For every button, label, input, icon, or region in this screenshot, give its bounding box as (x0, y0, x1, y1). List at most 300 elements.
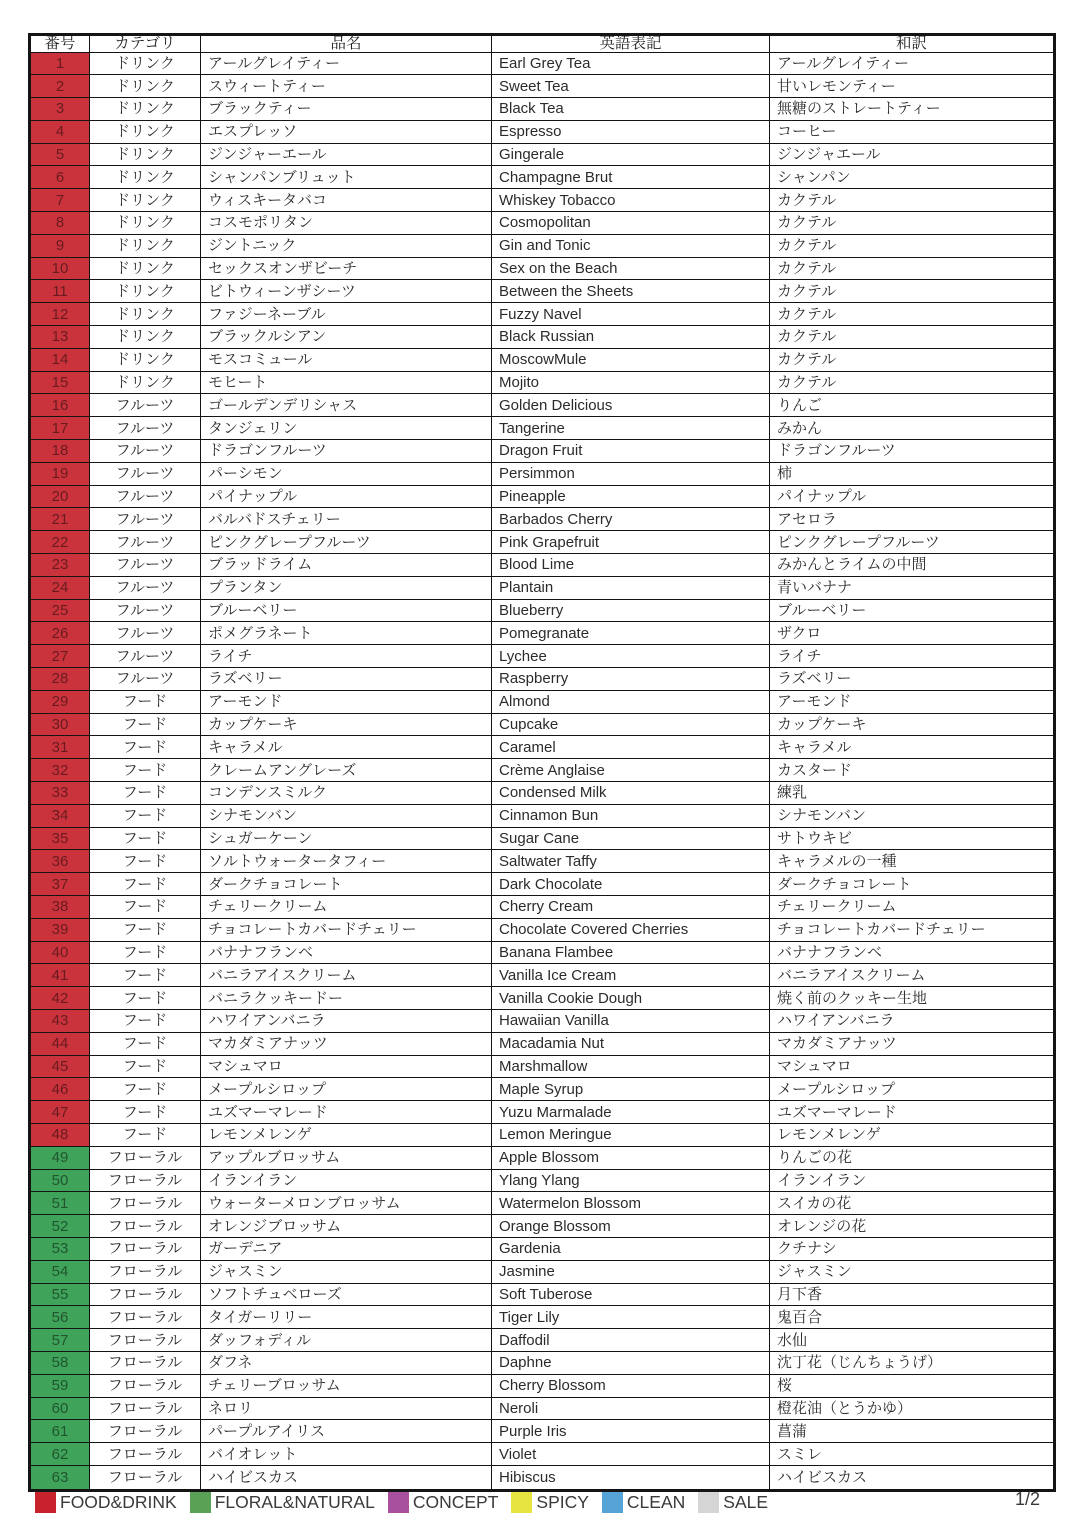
row-english-cell: Cosmopolitan (492, 212, 770, 235)
row-english-cell: Lemon Meringue (492, 1123, 770, 1146)
row-english-cell: Dark Chocolate (492, 873, 770, 896)
row-english-cell: Caramel (492, 736, 770, 759)
row-number-cell: 56 (30, 1306, 90, 1329)
legend-label: CLEAN (626, 1491, 686, 1512)
row-english-cell: Watermelon Blossom (492, 1192, 770, 1215)
table-row (30, 75, 1055, 98)
table-row (30, 143, 1055, 166)
row-translation-cell: カクテル (770, 257, 1055, 280)
row-english-cell: Blood Lime (492, 554, 770, 577)
flavor-table (28, 33, 1056, 1492)
table-row (30, 554, 1055, 577)
row-category-cell: ドリンク (90, 166, 201, 189)
table-row (30, 417, 1055, 440)
row-category-cell: フルーツ (90, 440, 201, 463)
legend-item (35, 1492, 177, 1513)
row-number-cell: 19 (30, 462, 90, 485)
row-category-cell: フルーツ (90, 622, 201, 645)
row-name-cell: ソフトチュベローズ (201, 1283, 492, 1306)
row-translation-cell: カクテル (770, 371, 1055, 394)
row-name-cell: クレームアングレーズ (201, 759, 492, 782)
row-number-cell: 6 (30, 166, 90, 189)
table-row (30, 394, 1055, 417)
row-name-cell: アーモンド (201, 690, 492, 713)
row-translation-cell: ブルーベリー (770, 599, 1055, 622)
row-number-cell: 40 (30, 941, 90, 964)
row-number-cell: 15 (30, 371, 90, 394)
row-category-cell: フード (90, 987, 201, 1010)
row-name-cell: バイオレット (201, 1443, 492, 1466)
row-translation-cell: ラズベリー (770, 668, 1055, 691)
row-english-cell: Pomegranate (492, 622, 770, 645)
row-number-cell: 14 (30, 348, 90, 371)
row-category-cell: フード (90, 895, 201, 918)
row-category-cell: フード (90, 964, 201, 987)
row-translation-cell: みかんとライムの中間 (770, 554, 1055, 577)
row-category-cell: フード (90, 1009, 201, 1032)
table-row (30, 918, 1055, 941)
row-category-cell: ドリンク (90, 212, 201, 235)
row-translation-cell: ダークチョコレート (770, 873, 1055, 896)
row-number-cell: 46 (30, 1078, 90, 1101)
row-name-cell: ビトウィーンザシーツ (201, 280, 492, 303)
row-category-cell: フローラル (90, 1146, 201, 1169)
table-row (30, 508, 1055, 531)
row-translation-cell: 鬼百合 (770, 1306, 1055, 1329)
row-translation-cell: バナナフランベ (770, 941, 1055, 964)
row-english-cell: Violet (492, 1443, 770, 1466)
legend-label: FLORAL&NATURAL (214, 1491, 375, 1512)
row-translation-cell: 沈丁花（じんちょうげ） (770, 1351, 1055, 1374)
row-english-cell: Macadamia Nut (492, 1032, 770, 1055)
color-swatch-icon (511, 1492, 532, 1513)
row-translation-cell: キャラメルの一種 (770, 850, 1055, 873)
row-number-cell: 10 (30, 257, 90, 280)
legend-item (602, 1492, 685, 1513)
row-category-cell: フード (90, 713, 201, 736)
row-number-cell: 57 (30, 1329, 90, 1352)
table-row (30, 759, 1055, 782)
row-number-cell: 28 (30, 668, 90, 691)
row-category-cell: フローラル (90, 1169, 201, 1192)
table-row (30, 531, 1055, 554)
row-translation-cell: カスタード (770, 759, 1055, 782)
table-row (30, 645, 1055, 668)
row-translation-cell: ジャスミン (770, 1260, 1055, 1283)
table-row (30, 1351, 1055, 1374)
row-category-cell: フルーツ (90, 485, 201, 508)
row-category-cell: フルーツ (90, 668, 201, 691)
row-number-cell: 35 (30, 827, 90, 850)
row-translation-cell: アーモンド (770, 690, 1055, 713)
row-english-cell: Black Russian (492, 326, 770, 349)
row-translation-cell: カクテル (770, 280, 1055, 303)
table-row (30, 1237, 1055, 1260)
row-number-cell: 12 (30, 303, 90, 326)
row-name-cell: ジントニック (201, 234, 492, 257)
row-number-cell: 16 (30, 394, 90, 417)
row-english-cell: Hawaiian Vanilla (492, 1009, 770, 1032)
row-name-cell: ラズベリー (201, 668, 492, 691)
row-name-cell: ダフネ (201, 1351, 492, 1374)
row-english-cell: Plantain (492, 576, 770, 599)
row-translation-cell: ピンクグレープフルーツ (770, 531, 1055, 554)
row-number-cell: 13 (30, 326, 90, 349)
color-swatch-icon (35, 1492, 56, 1513)
legend-label: CONCEPT (412, 1491, 499, 1512)
row-translation-cell: りんご (770, 394, 1055, 417)
row-translation-cell: クチナシ (770, 1237, 1055, 1260)
row-name-cell: ブラックティー (201, 98, 492, 121)
table-row (30, 827, 1055, 850)
table-row (30, 98, 1055, 121)
row-name-cell: プランタン (201, 576, 492, 599)
table-row (30, 850, 1055, 873)
row-translation-cell: 甘いレモンティー (770, 75, 1055, 98)
row-translation-cell: マカダミアナッツ (770, 1032, 1055, 1055)
table-row (30, 1055, 1055, 1078)
row-category-cell: フード (90, 918, 201, 941)
row-name-cell: ハイビスカス (201, 1465, 492, 1490)
row-name-cell: チェリーブロッサム (201, 1374, 492, 1397)
row-name-cell: アップルブロッサム (201, 1146, 492, 1169)
row-translation-cell: 橙花油（とうかゆ） (770, 1397, 1055, 1420)
row-category-cell: フード (90, 1078, 201, 1101)
row-translation-cell: みかん (770, 417, 1055, 440)
row-category-cell: ドリンク (90, 303, 201, 326)
row-category-cell: フード (90, 690, 201, 713)
row-name-cell: メープルシロップ (201, 1078, 492, 1101)
table-row (30, 485, 1055, 508)
row-name-cell: ガーデニア (201, 1237, 492, 1260)
row-translation-cell: アセロラ (770, 508, 1055, 531)
row-number-cell: 17 (30, 417, 90, 440)
row-translation-cell: 無糖のストレートティー (770, 98, 1055, 121)
col-header-name: 品名 (201, 35, 492, 53)
row-english-cell: Cherry Cream (492, 895, 770, 918)
table-row (30, 234, 1055, 257)
row-english-cell: Gin and Tonic (492, 234, 770, 257)
row-number-cell: 29 (30, 690, 90, 713)
row-translation-cell: カクテル (770, 348, 1055, 371)
row-number-cell: 4 (30, 120, 90, 143)
row-translation-cell: チョコレートカバードチェリー (770, 918, 1055, 941)
row-name-cell: ダッフォディル (201, 1329, 492, 1352)
col-header-translation: 和訳 (770, 35, 1055, 53)
table-row (30, 189, 1055, 212)
row-number-cell: 25 (30, 599, 90, 622)
row-translation-cell: 桜 (770, 1374, 1055, 1397)
row-number-cell: 20 (30, 485, 90, 508)
row-name-cell: マカダミアナッツ (201, 1032, 492, 1055)
table-row (30, 1215, 1055, 1238)
row-name-cell: コンデンスミルク (201, 782, 492, 805)
row-category-cell: フローラル (90, 1237, 201, 1260)
table-row (30, 782, 1055, 805)
row-number-cell: 31 (30, 736, 90, 759)
row-name-cell: パープルアイリス (201, 1420, 492, 1443)
row-english-cell: Chocolate Covered Cherries (492, 918, 770, 941)
table-row (30, 668, 1055, 691)
row-category-cell: フルーツ (90, 462, 201, 485)
row-name-cell: ファジーネーブル (201, 303, 492, 326)
row-number-cell: 60 (30, 1397, 90, 1420)
legend-item (388, 1492, 499, 1513)
row-name-cell: ウォーターメロンブロッサム (201, 1192, 492, 1215)
table-row (30, 1078, 1055, 1101)
row-english-cell: Tiger Lily (492, 1306, 770, 1329)
row-english-cell: Condensed Milk (492, 782, 770, 805)
row-english-cell: Gingerale (492, 143, 770, 166)
row-translation-cell: チェリークリーム (770, 895, 1055, 918)
row-english-cell: Barbados Cherry (492, 508, 770, 531)
row-name-cell: ピンクグレープフルーツ (201, 531, 492, 554)
row-number-cell: 34 (30, 804, 90, 827)
table-row (30, 804, 1055, 827)
row-name-cell: ブラッドライム (201, 554, 492, 577)
row-category-cell: ドリンク (90, 189, 201, 212)
table-row (30, 1420, 1055, 1443)
row-name-cell: セックスオンザビーチ (201, 257, 492, 280)
table-row (30, 1169, 1055, 1192)
row-number-cell: 8 (30, 212, 90, 235)
row-category-cell: フローラル (90, 1420, 201, 1443)
row-name-cell: ブラックルシアン (201, 326, 492, 349)
row-english-cell: Saltwater Taffy (492, 850, 770, 873)
row-category-cell: ドリンク (90, 234, 201, 257)
row-number-cell: 55 (30, 1283, 90, 1306)
legend-label: SPICY (536, 1491, 589, 1512)
row-english-cell: Neroli (492, 1397, 770, 1420)
row-english-cell: Cinnamon Bun (492, 804, 770, 827)
row-english-cell: Earl Grey Tea (492, 52, 770, 75)
row-name-cell: ウィスキータバコ (201, 189, 492, 212)
table-body (30, 52, 1055, 1491)
table-row (30, 1306, 1055, 1329)
row-category-cell: フード (90, 759, 201, 782)
row-number-cell: 44 (30, 1032, 90, 1055)
row-english-cell: Dragon Fruit (492, 440, 770, 463)
row-translation-cell: カクテル (770, 303, 1055, 326)
row-english-cell: Apple Blossom (492, 1146, 770, 1169)
row-category-cell: ドリンク (90, 120, 201, 143)
row-number-cell: 45 (30, 1055, 90, 1078)
row-english-cell: Orange Blossom (492, 1215, 770, 1238)
row-category-cell: フード (90, 736, 201, 759)
row-number-cell: 47 (30, 1101, 90, 1124)
row-category-cell: ドリンク (90, 257, 201, 280)
header-row (30, 35, 1055, 53)
row-english-cell: Mojito (492, 371, 770, 394)
table-row (30, 987, 1055, 1010)
row-number-cell: 30 (30, 713, 90, 736)
row-name-cell: タイガーリリー (201, 1306, 492, 1329)
table-row (30, 52, 1055, 75)
row-english-cell: Daffodil (492, 1329, 770, 1352)
row-name-cell: スウィートティー (201, 75, 492, 98)
row-name-cell: ライチ (201, 645, 492, 668)
row-translation-cell: ドラゴンフルーツ (770, 440, 1055, 463)
row-english-cell: Cupcake (492, 713, 770, 736)
row-translation-cell: ザクロ (770, 622, 1055, 645)
row-category-cell: フード (90, 1123, 201, 1146)
row-translation-cell: コーヒー (770, 120, 1055, 143)
row-english-cell: Vanilla Cookie Dough (492, 987, 770, 1010)
row-category-cell: ドリンク (90, 371, 201, 394)
row-category-cell: フローラル (90, 1465, 201, 1490)
row-translation-cell: 月下香 (770, 1283, 1055, 1306)
row-number-cell: 5 (30, 143, 90, 166)
row-number-cell: 2 (30, 75, 90, 98)
row-number-cell: 39 (30, 918, 90, 941)
row-translation-cell: スミレ (770, 1443, 1055, 1466)
row-translation-cell: 水仙 (770, 1329, 1055, 1352)
row-name-cell: ハワイアンバニラ (201, 1009, 492, 1032)
row-name-cell: エスプレッソ (201, 120, 492, 143)
table-row (30, 280, 1055, 303)
row-number-cell: 36 (30, 850, 90, 873)
row-name-cell: ネロリ (201, 1397, 492, 1420)
row-english-cell: Sex on the Beach (492, 257, 770, 280)
row-category-cell: フード (90, 1101, 201, 1124)
color-swatch-icon (698, 1492, 719, 1513)
row-name-cell: コスモポリタン (201, 212, 492, 235)
table-row (30, 1009, 1055, 1032)
row-number-cell: 42 (30, 987, 90, 1010)
row-name-cell: バナナフランベ (201, 941, 492, 964)
row-number-cell: 61 (30, 1420, 90, 1443)
table-row (30, 873, 1055, 896)
row-translation-cell: キャラメル (770, 736, 1055, 759)
row-translation-cell: メープルシロップ (770, 1078, 1055, 1101)
row-english-cell: Hibiscus (492, 1465, 770, 1490)
page-number: 1/2 (1014, 1489, 1040, 1509)
row-category-cell: フード (90, 1032, 201, 1055)
row-number-cell: 49 (30, 1146, 90, 1169)
row-category-cell: フルーツ (90, 645, 201, 668)
row-translation-cell: バニラアイスクリーム (770, 964, 1055, 987)
row-name-cell: ダークチョコレート (201, 873, 492, 896)
row-translation-cell: 菖蒲 (770, 1420, 1055, 1443)
row-translation-cell: ライチ (770, 645, 1055, 668)
row-category-cell: ドリンク (90, 326, 201, 349)
row-name-cell: モスコミュール (201, 348, 492, 371)
row-category-cell: ドリンク (90, 75, 201, 98)
row-category-cell: フローラル (90, 1351, 201, 1374)
table-row (30, 964, 1055, 987)
row-category-cell: フローラル (90, 1397, 201, 1420)
row-english-cell: Crème Anglaise (492, 759, 770, 782)
table-row (30, 1443, 1055, 1466)
table-row (30, 1283, 1055, 1306)
table-row (30, 576, 1055, 599)
table-row (30, 599, 1055, 622)
row-category-cell: フローラル (90, 1329, 201, 1352)
row-english-cell: Soft Tuberose (492, 1283, 770, 1306)
row-name-cell: ドラゴンフルーツ (201, 440, 492, 463)
row-translation-cell: ハイビスカス (770, 1465, 1055, 1490)
row-category-cell: フルーツ (90, 554, 201, 577)
legend-item (511, 1492, 589, 1513)
table-row (30, 941, 1055, 964)
row-name-cell: ジンジャーエール (201, 143, 492, 166)
row-number-cell: 43 (30, 1009, 90, 1032)
row-english-cell: Tangerine (492, 417, 770, 440)
row-number-cell: 3 (30, 98, 90, 121)
row-category-cell: フルーツ (90, 599, 201, 622)
legend-label: FOOD&DRINK (60, 1491, 177, 1512)
row-number-cell: 21 (30, 508, 90, 531)
row-english-cell: Maple Syrup (492, 1078, 770, 1101)
color-swatch-icon (388, 1492, 409, 1513)
row-name-cell: レモンメレンゲ (201, 1123, 492, 1146)
row-name-cell: キャラメル (201, 736, 492, 759)
row-number-cell: 48 (30, 1123, 90, 1146)
row-translation-cell: イランイラン (770, 1169, 1055, 1192)
row-number-cell: 62 (30, 1443, 90, 1466)
row-translation-cell: カクテル (770, 212, 1055, 235)
row-name-cell: バルバドスチェリー (201, 508, 492, 531)
row-english-cell: Golden Delicious (492, 394, 770, 417)
row-category-cell: フード (90, 804, 201, 827)
legend-item (698, 1492, 768, 1513)
row-name-cell: ユズマーマレード (201, 1101, 492, 1124)
col-header-category: カテゴリ (90, 35, 201, 53)
table-row (30, 257, 1055, 280)
row-number-cell: 11 (30, 280, 90, 303)
table-row (30, 736, 1055, 759)
row-name-cell: ジャスミン (201, 1260, 492, 1283)
row-english-cell: Yuzu Marmalade (492, 1101, 770, 1124)
row-english-cell: Black Tea (492, 98, 770, 121)
row-name-cell: チェリークリーム (201, 895, 492, 918)
table-row (30, 212, 1055, 235)
row-category-cell: フード (90, 827, 201, 850)
row-number-cell: 41 (30, 964, 90, 987)
row-name-cell: ソルトウォータータフィー (201, 850, 492, 873)
table-row (30, 1123, 1055, 1146)
row-english-cell: Gardenia (492, 1237, 770, 1260)
row-number-cell: 23 (30, 554, 90, 577)
row-english-cell: Marshmallow (492, 1055, 770, 1078)
row-translation-cell: 練乳 (770, 782, 1055, 805)
table-row (30, 326, 1055, 349)
table-row (30, 895, 1055, 918)
row-category-cell: ドリンク (90, 280, 201, 303)
row-name-cell: ブルーベリー (201, 599, 492, 622)
col-header-number: 番号 (30, 35, 90, 53)
row-english-cell: Blueberry (492, 599, 770, 622)
row-name-cell: イランイラン (201, 1169, 492, 1192)
table-row (30, 1101, 1055, 1124)
row-translation-cell: シャンパン (770, 166, 1055, 189)
row-number-cell: 27 (30, 645, 90, 668)
row-name-cell: チョコレートカバードチェリー (201, 918, 492, 941)
row-number-cell: 63 (30, 1465, 90, 1490)
row-number-cell: 37 (30, 873, 90, 896)
row-english-cell: Lychee (492, 645, 770, 668)
row-translation-cell: オレンジの花 (770, 1215, 1055, 1238)
row-translation-cell: りんごの花 (770, 1146, 1055, 1169)
row-category-cell: ドリンク (90, 348, 201, 371)
table-row (30, 371, 1055, 394)
category-color-legend (35, 1490, 768, 1514)
row-category-cell: フローラル (90, 1192, 201, 1215)
row-english-cell: MoscowMule (492, 348, 770, 371)
row-translation-cell: ハワイアンバニラ (770, 1009, 1055, 1032)
table-row (30, 166, 1055, 189)
row-translation-cell: レモンメレンゲ (770, 1123, 1055, 1146)
